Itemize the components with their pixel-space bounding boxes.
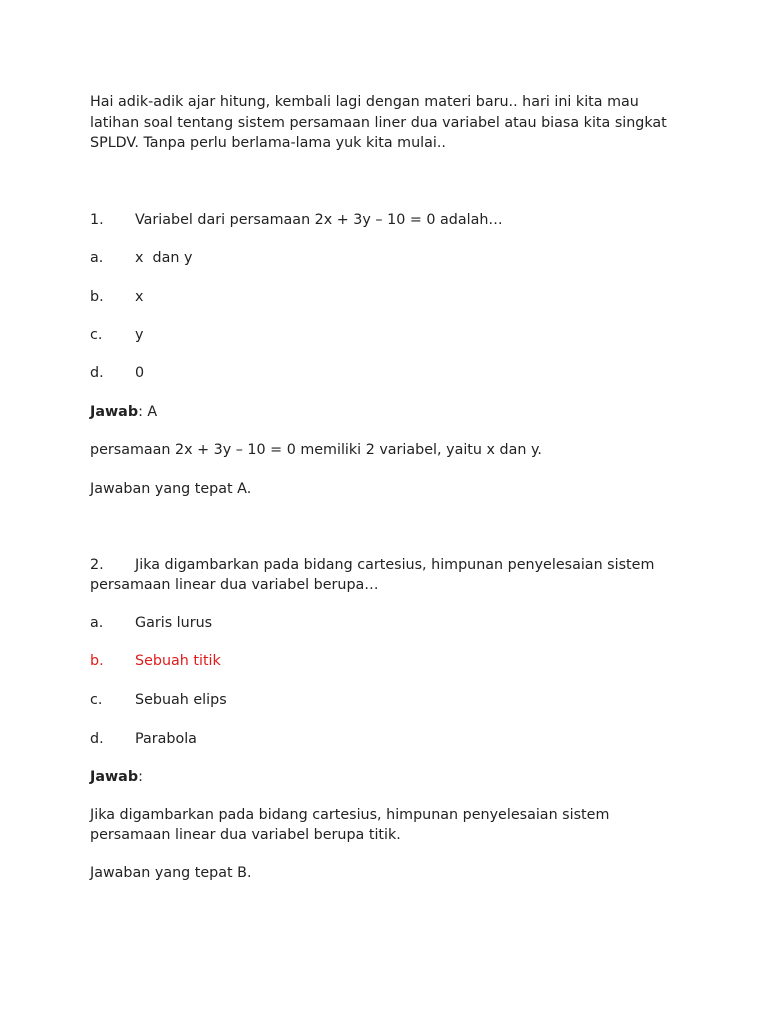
q2-answer-value: : [138,769,143,785]
q2-option-d-text: Parabola [135,731,197,747]
q2-explanation: Jika digambarkan pada bidang cartesius, himpunan penyelesaian sistem persamaan linear dua variabel berupa titik. [90,807,610,843]
q2-option-b-text: Sebuah titik [135,653,221,669]
q2-option-b [90,651,675,671]
q1-answer-value: : A [138,404,158,420]
q1-answer [90,402,675,422]
intro-paragraph: Hai adik-adik ajar hitung, kembali lagi dengan materi baru.. hari ini kita mau latihan soal tentang sistem persamaan liner dua variabel atau biasa kita singkat SPLDV. Tanpa perlu berlama-lama yuk kita mulai.. [90,94,667,151]
q2-option-b-letter: b. [90,653,104,669]
q1-conclusion: Jawaban yang tepat A. [90,481,252,497]
q1-explanation: persamaan 2x + 3y – 10 = 0 memiliki 2 variabel, yaitu x dan y. [90,442,542,458]
q1-option-c [90,325,675,345]
q1-option-c-letter: c. [90,327,103,343]
q2-option-c-letter: c. [90,692,103,708]
q1-option-d-letter: d. [90,365,104,381]
question-2-number: 2. [90,557,104,573]
q1-answer-label: Jawab [90,404,139,420]
q1-option-b-letter: b. [90,289,104,305]
q1-option-c-text: y [135,327,144,343]
q1-option-a-text: x dan y [135,250,193,266]
q2-option-c [90,690,675,710]
q1-option-b [90,287,675,307]
q2-conclusion: Jawaban yang tepat B. [90,865,252,881]
q1-option-a [90,248,675,268]
q1-option-d [90,363,675,383]
q2-option-a [90,613,675,633]
q2-option-a-text: Garis lurus [135,615,213,631]
q1-option-a-letter: a. [90,250,104,266]
question-1-number: 1. [90,212,104,228]
q2-option-a-letter: a. [90,615,104,631]
question-1 [90,210,675,230]
question-2-text: Jika digambarkan pada bidang cartesius, himpunan penyelesaian sistem persamaan linear dua variabel berupa… [90,557,655,593]
q2-answer [90,767,675,787]
q2-option-d-letter: d. [90,731,104,747]
q2-option-d [90,729,675,749]
q1-option-b-text: x [135,289,144,305]
q2-option-c-text: Sebuah elips [135,692,227,708]
q1-option-d-text: 0 [135,365,145,381]
q2-answer-label: Jawab [90,769,139,785]
question-2 [90,555,675,595]
question-1-text: Variabel dari persamaan 2x + 3y – 10 = 0 adalah… [135,212,503,228]
